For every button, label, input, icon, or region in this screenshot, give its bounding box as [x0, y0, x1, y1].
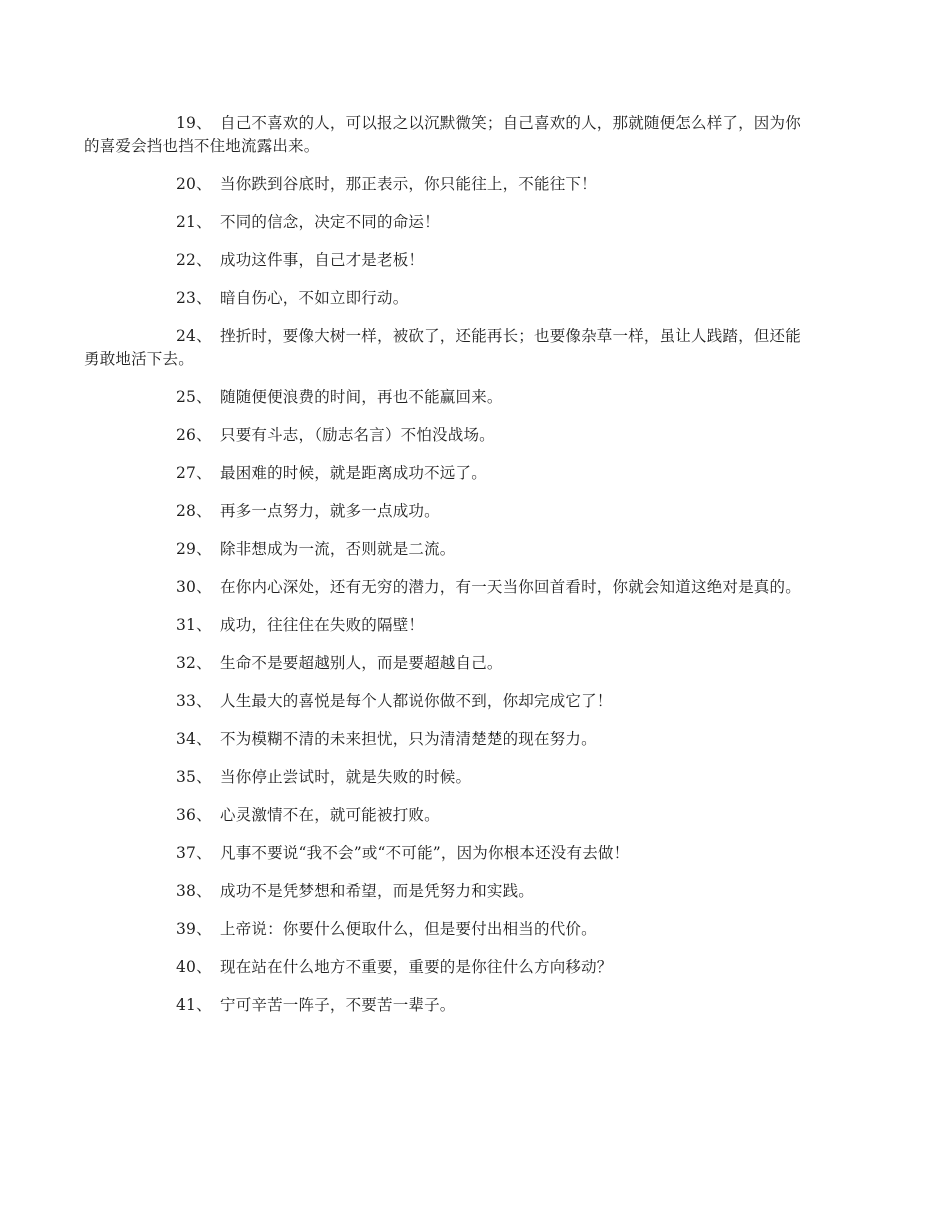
item-text: 宁可辛苦一阵子，不要苦一辈子。	[220, 996, 456, 1014]
list-item	[84, 918, 804, 941]
list-item	[84, 880, 804, 903]
item-number: 24、	[176, 327, 212, 345]
item-number: 28、	[176, 502, 212, 520]
quote-list	[84, 112, 804, 1032]
list-item	[84, 842, 804, 865]
item-text: 当你跌到谷底时，那正表示，你只能往上，不能往下！	[220, 175, 597, 193]
item-number: 20、	[176, 175, 212, 193]
item-text: 只要有斗志，（励志名言）不怕没战场。	[220, 426, 495, 444]
list-item	[84, 287, 804, 310]
item-number: 38、	[176, 882, 212, 900]
item-number: 35、	[176, 768, 212, 786]
item-text: 成功这件事，自己才是老板！	[220, 251, 425, 269]
list-item	[84, 112, 804, 158]
item-text: 上帝说：你要什么便取什么，但是要付出相当的代价。	[220, 920, 597, 938]
list-item	[84, 462, 804, 485]
item-text: 生命不是要超越别人，而是要超越自己。	[220, 654, 503, 672]
list-item	[84, 325, 804, 371]
item-text: 不为模糊不清的未来担忧，只为清清楚楚的现在努力。	[220, 730, 597, 748]
item-number: 41、	[176, 996, 212, 1014]
item-text: 在你内心深处，还有无穷的潜力，有一天当你回首看时，你就会知道这绝对是真的。	[220, 578, 801, 596]
item-number: 30、	[176, 578, 212, 596]
item-number: 31、	[176, 616, 212, 634]
item-text: 暗自伤心，不如立即行动。	[220, 289, 409, 307]
list-item	[84, 424, 804, 447]
item-text: 自己不喜欢的人，可以报之以沉默微笑；自己喜欢的人，那就随便怎么样了，因为你的喜爱会挡也挡不住地流露出来。	[84, 114, 801, 155]
item-text: 再多一点努力，就多一点成功。	[220, 502, 440, 520]
item-number: 26、	[176, 426, 212, 444]
item-number: 40、	[176, 958, 212, 976]
item-text: 随随便便浪费的时间，再也不能赢回来。	[220, 388, 503, 406]
item-number: 23、	[176, 289, 212, 307]
list-item	[84, 576, 804, 599]
item-text: 当你停止尝试时，就是失败的时候。	[220, 768, 472, 786]
item-number: 27、	[176, 464, 212, 482]
list-item	[84, 173, 804, 196]
item-text: 最困难的时候，就是距离成功不远了。	[220, 464, 487, 482]
item-number: 32、	[176, 654, 212, 672]
item-number: 37、	[176, 844, 212, 862]
list-item	[84, 614, 804, 637]
item-text: 人生最大的喜悦是每个人都说你做不到，你却完成它了！	[220, 692, 613, 710]
item-number: 39、	[176, 920, 212, 938]
list-item	[84, 249, 804, 272]
list-item	[84, 500, 804, 523]
list-item	[84, 766, 804, 789]
list-item	[84, 538, 804, 561]
item-text: 除非想成为一流，否则就是二流。	[220, 540, 456, 558]
item-text: 现在站在什么地方不重要，重要的是你往什么方向移动？	[220, 958, 613, 976]
item-number: 19、	[176, 114, 212, 132]
list-item	[84, 804, 804, 827]
item-text: 成功，往往住在失败的隔壁！	[220, 616, 425, 634]
item-text: 不同的信念，决定不同的命运！	[220, 213, 440, 231]
list-item	[84, 994, 804, 1017]
item-number: 25、	[176, 388, 212, 406]
list-item	[84, 652, 804, 675]
item-number: 21、	[176, 213, 212, 231]
list-item	[84, 690, 804, 713]
list-item	[84, 956, 804, 979]
item-text: 凡事不要说“我不会”或“不可能”，因为你根本还没有去做！	[220, 844, 630, 862]
list-item	[84, 211, 804, 234]
item-number: 22、	[176, 251, 212, 269]
item-text: 成功不是凭梦想和希望，而是凭努力和实践。	[220, 882, 535, 900]
item-text: 心灵激情不在，就可能被打败。	[220, 806, 440, 824]
item-number: 33、	[176, 692, 212, 710]
list-item	[84, 386, 804, 409]
item-text: 挫折时，要像大树一样，被砍了，还能再长；也要像杂草一样，虽让人践踏，但还能勇敢地活下去。	[84, 327, 801, 368]
item-number: 29、	[176, 540, 212, 558]
list-item	[84, 728, 804, 751]
item-number: 36、	[176, 806, 212, 824]
item-number: 34、	[176, 730, 212, 748]
